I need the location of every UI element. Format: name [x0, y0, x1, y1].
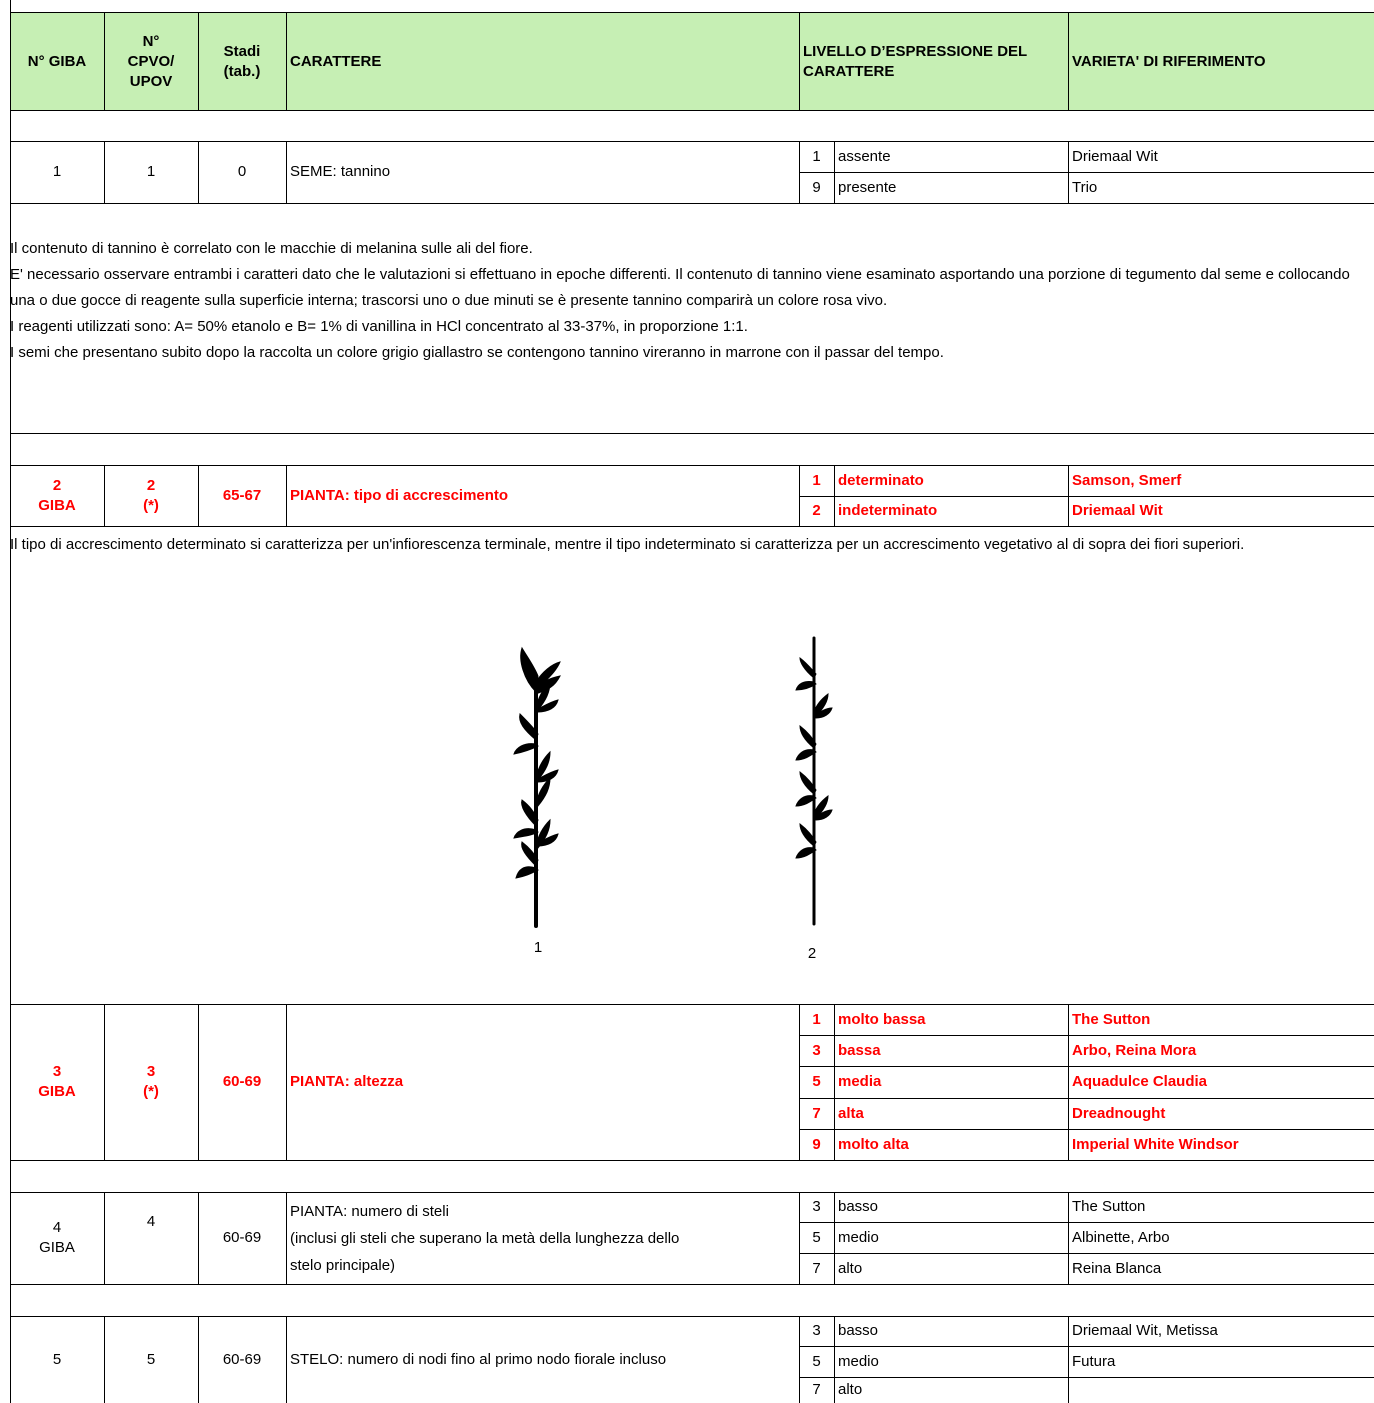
asterisk-marker: (*)	[143, 496, 159, 514]
carattere-line: (inclusi gli steli che superano la metà della lunghezza dello	[290, 1230, 680, 1247]
level-label: medio	[838, 1228, 879, 1246]
level-label: presente	[838, 178, 897, 196]
carattere-line: stelo principale)	[290, 1257, 396, 1274]
level-code: 9	[812, 1135, 821, 1153]
reference-variety: The Sutton	[1072, 1198, 1146, 1215]
reference-variety: Imperial White Windsor	[1072, 1135, 1239, 1153]
giba-number-value: 3	[52, 1063, 62, 1080]
cpvo-number: 4	[146, 1213, 156, 1230]
reference-variety: Trio	[1072, 178, 1098, 196]
cpvo-number-value: 2	[146, 476, 156, 494]
level-label: bassa	[838, 1041, 881, 1059]
reference-variety: Arbo, Reina Mora	[1072, 1041, 1197, 1059]
level-label: media	[838, 1073, 882, 1090]
level-code: 5	[812, 1352, 821, 1370]
stadi: 60-69	[222, 1229, 262, 1246]
reference-variety: Futura	[1072, 1352, 1116, 1370]
header-stadi: Stadi (tab.)	[223, 42, 261, 80]
level-code: 1	[812, 1010, 821, 1028]
giba-number	[10, 1192, 104, 1284]
note-line: I semi che presentano subito dopo la raccolta un colore grigio giallastro se contengono tannino vireranno in marrone con il passar del tempo.	[10, 344, 944, 361]
giba-number-value: 4	[52, 1219, 62, 1236]
determinate-plant-icon	[480, 630, 600, 930]
header-cpvo: N° CPVO/ UPOV	[127, 32, 175, 90]
reference-variety: Reina Blanca	[1072, 1259, 1162, 1277]
level-label: alto	[838, 1381, 863, 1398]
tannino-note	[10, 236, 1368, 366]
reference-variety: Driemaal Wit	[1072, 147, 1158, 165]
level-label: molto alta	[838, 1135, 909, 1153]
note-line: I reagenti utilizzati sono: A= 50% etanolo e B= 1% di vanillina in HCl concentrato al 33-37%, in proporzione 1:1.	[10, 318, 748, 335]
carattere-line: PIANTA: numero di steli	[290, 1203, 449, 1220]
header-livello: LIVELLO D’ESPRESSIONE DEL CARATTERE	[803, 42, 1027, 80]
stadi: 0	[237, 163, 247, 180]
level-label: alto	[838, 1259, 863, 1277]
level-label: determinato	[838, 471, 924, 489]
cpvo-number	[104, 465, 198, 526]
level-label: medio	[838, 1352, 879, 1370]
level-code: 7	[812, 1104, 821, 1122]
giba-number	[10, 1004, 104, 1160]
level-label: alta	[838, 1104, 864, 1122]
carattere	[290, 1192, 795, 1284]
level-code: 3	[812, 1322, 821, 1339]
reference-variety: Driemaal Wit	[1072, 502, 1163, 519]
giba-label: GIBA	[38, 1083, 76, 1100]
header-giba: N° GIBA	[27, 52, 87, 70]
reference-variety: Dreadnought	[1072, 1104, 1166, 1122]
level-label: assente	[838, 147, 891, 165]
carattere: STELO: numero di nodi fino al primo nodo fiorale incluso	[290, 1350, 667, 1368]
reference-variety: Samson, Smerf	[1072, 471, 1182, 489]
cpvo-number: 5	[146, 1350, 156, 1368]
cpvo-number	[104, 1004, 198, 1160]
indeterminate-plant-icon	[756, 636, 876, 936]
giba-number	[10, 465, 104, 526]
figure-label: 2	[807, 945, 817, 962]
level-code: 3	[812, 1041, 821, 1059]
stadi: 60-69	[222, 1350, 262, 1368]
level-label: molto bassa	[838, 1010, 926, 1028]
level-code: 3	[812, 1198, 821, 1215]
level-code: 5	[812, 1073, 821, 1090]
level-label: basso	[838, 1322, 879, 1339]
header-carattere: CARATTERE	[290, 52, 382, 70]
giba-number: 1	[52, 163, 62, 180]
cpvo-number-value: 3	[146, 1063, 156, 1080]
reference-variety	[1072, 1377, 1372, 1403]
asterisk-marker: (*)	[143, 1083, 159, 1100]
cpvo-number: 1	[146, 163, 156, 180]
level-label: basso	[838, 1198, 879, 1215]
carattere: SEME: tannino	[290, 163, 391, 180]
stadi: 60-69	[222, 1073, 262, 1090]
accrescimento-note: Il tipo di accrescimento determinato si caratterizza per un'infiorescenza terminale, mentre il tipo indeterminato si caratterizza per un accrescimento vegetativo al di sopra dei fiori superiori.	[10, 536, 1245, 553]
giba-label: GIBA	[38, 496, 76, 514]
note-line: Il contenuto di tannino è correlato con le macchie di melanina sulle ali del fiore.	[10, 240, 533, 257]
reference-variety: The Sutton	[1072, 1010, 1151, 1028]
level-code: 9	[812, 178, 821, 196]
level-code: 5	[812, 1228, 821, 1246]
reference-variety: Albinette, Arbo	[1072, 1228, 1170, 1246]
reference-variety: Driemaal Wit, Metissa	[1072, 1322, 1218, 1339]
level-code: 7	[812, 1259, 821, 1277]
level-code: 7	[812, 1381, 821, 1398]
header-varieta: VARIETA' DI RIFERIMENTO	[1072, 52, 1266, 70]
carattere: PIANTA: altezza	[290, 1073, 404, 1090]
giba-number: 5	[52, 1350, 62, 1368]
carattere: PIANTA: tipo di accrescimento	[290, 486, 509, 504]
plant-figure	[480, 630, 860, 970]
level-label: indeterminato	[838, 502, 938, 519]
level-code: 2	[812, 502, 821, 519]
giba-number-value: 2	[52, 476, 62, 494]
stadi: 65-67	[222, 486, 262, 504]
level-code: 1	[812, 471, 821, 489]
figure-label: 1	[533, 939, 543, 956]
note-line: E' necessario osservare entrambi i caratteri dato che le valutazioni si effettuano in epoche differenti. Il contenuto di tannino viene esaminato asportando una porzione di tegumento dal seme e collocando una o due gocce di reagente sulla superficie interna; trascorsi uno o due minuti se è presente tannino comparirà un colore rosa vivo.	[10, 266, 1350, 309]
reference-variety: Aquadulce Claudia	[1072, 1073, 1208, 1090]
giba-label: GIBA	[39, 1239, 75, 1256]
level-code: 1	[812, 147, 821, 165]
